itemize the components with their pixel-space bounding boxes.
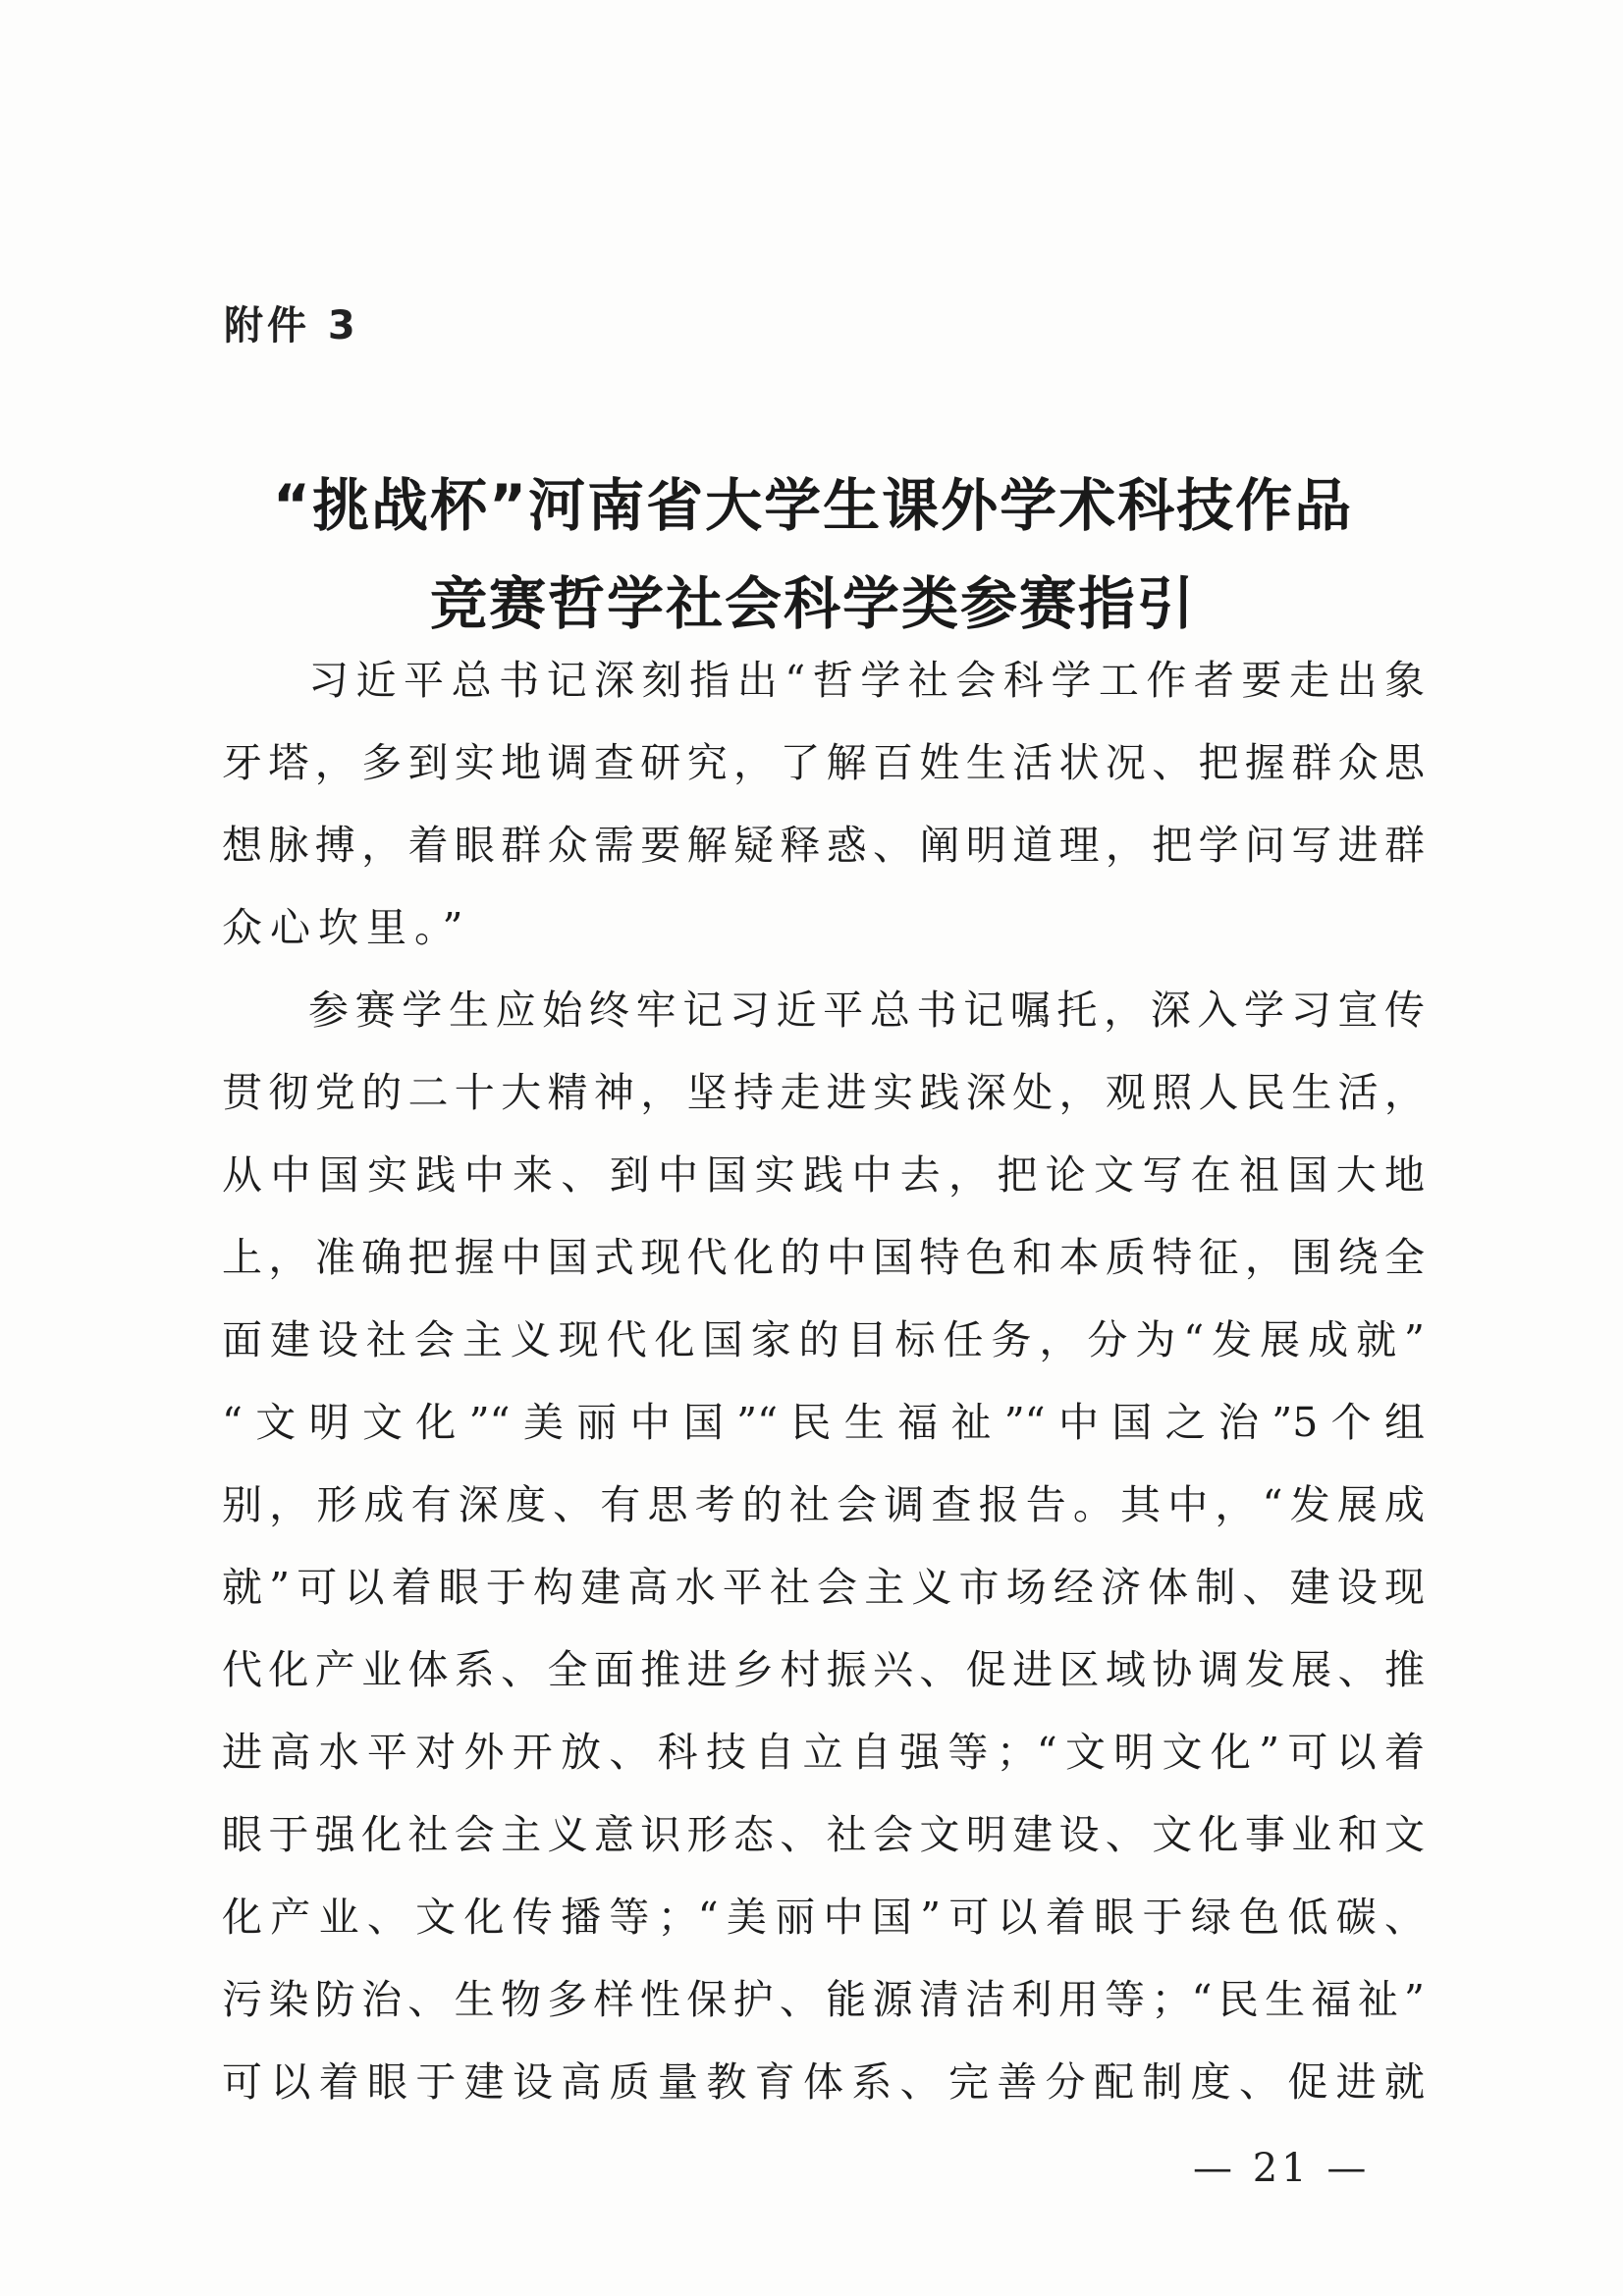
paragraph-2-line: 化产业、文化传播等；“美丽中国”可以着眼于绿色低碳、 bbox=[222, 1894, 1425, 1941]
paragraph-2-line: 参赛学生应始终牢记习近平总书记嘱托，深入学习宣传 bbox=[308, 987, 1425, 1034]
paragraph-1-line: 众心坎里。” bbox=[222, 904, 471, 951]
attachment-label: 附件 3 bbox=[224, 303, 359, 348]
paragraph-1-line: 牙塔，多到实地调查研究，了解百姓生活状况、把握群众思 bbox=[222, 739, 1425, 786]
paragraph-2-line: 从中国实践中来、到中国实践中去，把论文写在祖国大地 bbox=[222, 1151, 1425, 1199]
paragraph-2-line: 可以着眼于建设高质量教育体系、完善分配制度、促进就 bbox=[222, 2058, 1425, 2106]
paragraph-2-line: 进高水平对外开放、科技自立自强等；“文明文化”可以着 bbox=[222, 1729, 1425, 1776]
paragraph-2-line: 就”可以着眼于构建高水平社会主义市场经济体制、建设现 bbox=[222, 1564, 1425, 1611]
paragraph-1-line: 习近平总书记深刻指出“哲学社会科学工作者要走出象 bbox=[308, 657, 1425, 704]
paragraph-2-line: 贯彻党的二十大精神，坚持走进实践深处，观照人民生活， bbox=[222, 1069, 1425, 1116]
paragraph-2-line: “文明文化”“美丽中国”“民生福祉”“中国之治”5个组 bbox=[222, 1399, 1425, 1446]
paragraph-2-line: 污染防治、生物多样性保护、能源清洁利用等；“民生福祉” bbox=[222, 1976, 1425, 2023]
paragraph-1-line: 想脉搏，着眼群众需要解疑释惑、阐明道理，把学问写进群 bbox=[222, 822, 1425, 869]
paragraph-2-line: 代化产业体系、全面推进乡村振兴、促进区域协调发展、推 bbox=[222, 1646, 1425, 1693]
document-title-line-1: “挑战杯”河南省大学生课外学术科技作品 bbox=[272, 472, 1354, 539]
document-title-line-2: 竞赛哲学社会科学类参赛指引 bbox=[429, 570, 1196, 637]
paragraph-2-line: 别，形成有深度、有思考的社会调查报告。其中，“发展成 bbox=[222, 1481, 1425, 1528]
page-number: — 21 — bbox=[1193, 2146, 1371, 2191]
paragraph-2-line: 面建设社会主义现代化国家的目标任务，分为“发展成就” bbox=[222, 1316, 1425, 1363]
paragraph-2-line: 眼于强化社会主义意识形态、社会文明建设、文化事业和文 bbox=[222, 1811, 1425, 1858]
paragraph-2-line: 上，准确把握中国式现代化的中国特色和本质特征，围绕全 bbox=[222, 1234, 1425, 1281]
